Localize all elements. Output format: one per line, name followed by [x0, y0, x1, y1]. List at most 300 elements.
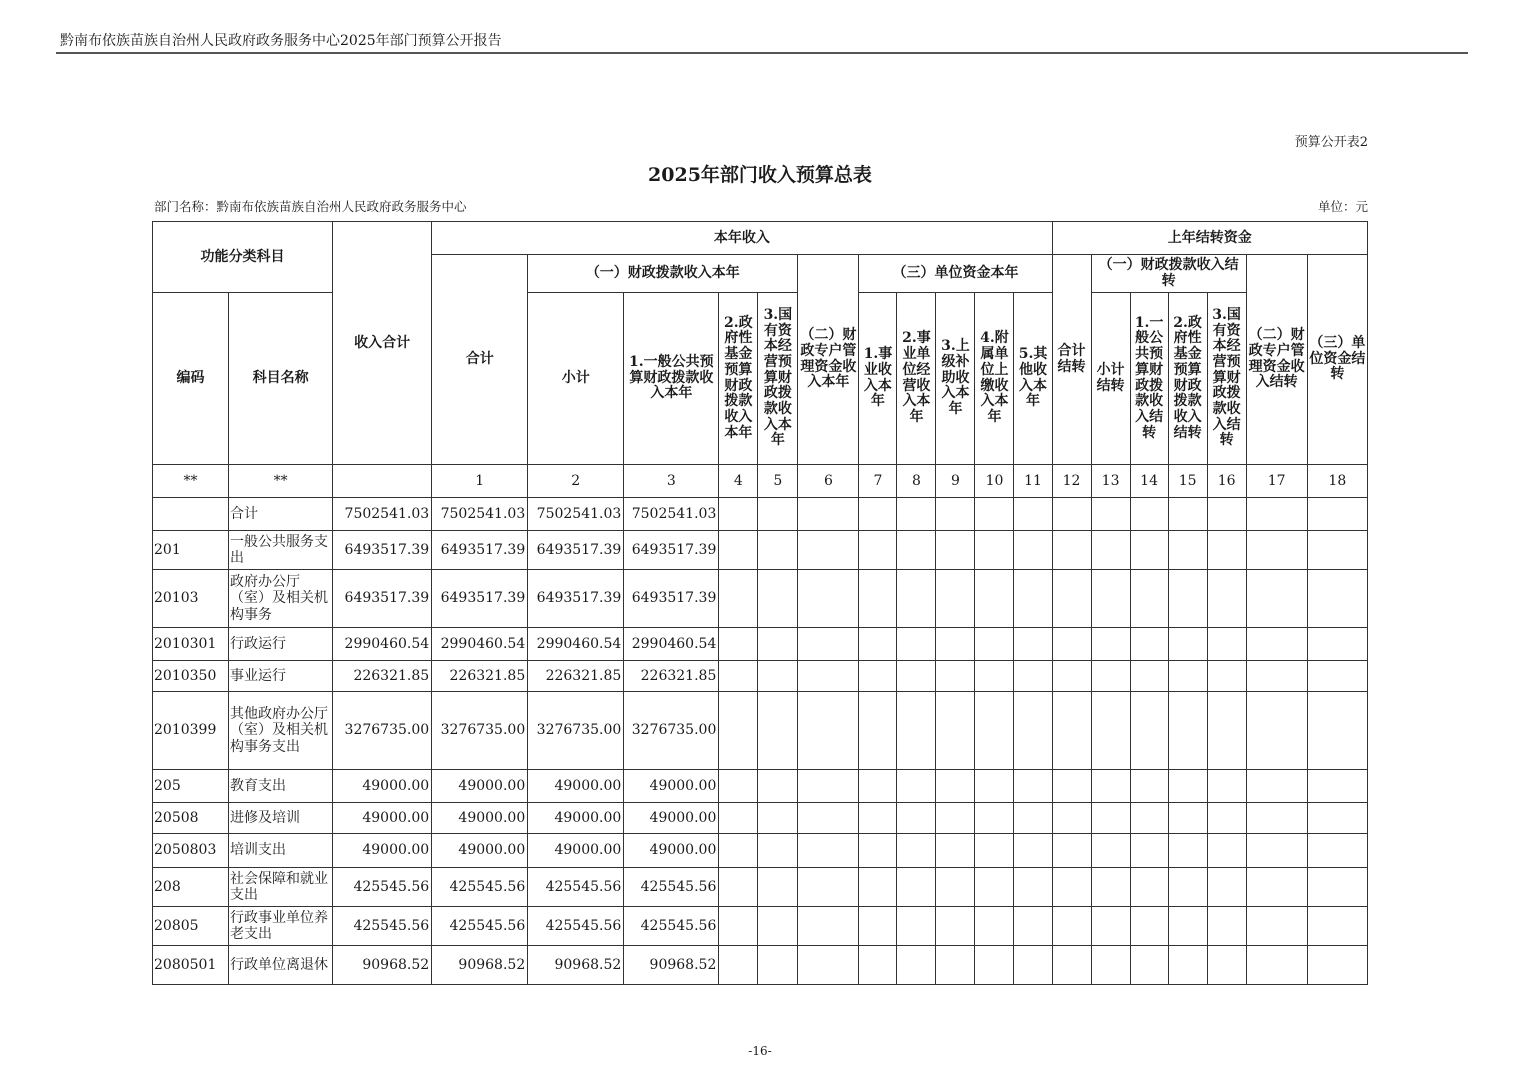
- cell-empty: [1246, 834, 1307, 868]
- cell-subtotal: 6493517.39: [528, 531, 624, 570]
- cell-empty: [1168, 803, 1207, 834]
- cell-empty: [1207, 531, 1246, 570]
- table-row: [153, 628, 1368, 661]
- cell-empty: [975, 770, 1014, 803]
- cell-empty: [897, 531, 936, 570]
- cell-total: 49000.00: [432, 834, 528, 868]
- cell-subtotal: 49000.00: [528, 770, 624, 803]
- cell-empty: [975, 946, 1014, 985]
- cell-empty: [1091, 770, 1130, 803]
- cell-empty: [719, 661, 758, 692]
- cell-empty: [1207, 834, 1246, 868]
- cell-empty: [1168, 907, 1207, 946]
- header-total: 合计: [432, 255, 528, 465]
- cell-empty: [1207, 946, 1246, 985]
- cell-empty: [719, 770, 758, 803]
- index-cell: 15: [1168, 465, 1207, 498]
- cell-empty: [1168, 868, 1207, 907]
- index-row: [153, 465, 1368, 498]
- cell-empty: [1130, 834, 1168, 868]
- cell-empty: [1014, 628, 1052, 661]
- cell-empty: [897, 770, 936, 803]
- cell-empty: [798, 531, 859, 570]
- cell-empty: [1014, 770, 1052, 803]
- cell-empty: [1207, 907, 1246, 946]
- cell-income-total: 3276735.00: [333, 692, 432, 770]
- cell-general-public: 49000.00: [624, 834, 719, 868]
- cell-empty: [975, 907, 1014, 946]
- cell-total: 3276735.00: [432, 692, 528, 770]
- cell-empty: [1014, 498, 1052, 531]
- cell-empty: [1207, 628, 1246, 661]
- cell-empty: [936, 692, 975, 770]
- cell-empty: [1091, 834, 1130, 868]
- cell-general-public: 7502541.03: [624, 498, 719, 531]
- cell-empty: [1052, 498, 1091, 531]
- cell-empty: [936, 661, 975, 692]
- cell-income-total: 6493517.39: [333, 570, 432, 628]
- cell-empty: [1168, 770, 1207, 803]
- cell-empty: [1052, 770, 1091, 803]
- cell-empty: [1091, 946, 1130, 985]
- index-cell: [333, 465, 432, 498]
- table-row: [153, 907, 1368, 946]
- cell-total: 90968.52: [432, 946, 528, 985]
- index-cell: 4: [719, 465, 758, 498]
- cell-empty: [1207, 570, 1246, 628]
- cell-empty: [936, 834, 975, 868]
- cell-empty: [1014, 531, 1052, 570]
- cell-empty: [975, 570, 1014, 628]
- cell-empty: [798, 628, 859, 661]
- cell-code: 20103: [153, 570, 229, 628]
- cell-empty: [758, 628, 798, 661]
- cell-empty: [1168, 531, 1207, 570]
- index-cell: **: [229, 465, 333, 498]
- table-row: [153, 770, 1368, 803]
- cell-empty: [798, 692, 859, 770]
- cell-empty: [975, 868, 1014, 907]
- cell-empty: [1207, 692, 1246, 770]
- cell-subtotal: 425545.56: [528, 868, 624, 907]
- cell-empty: [1246, 628, 1307, 661]
- cell-general-public: 6493517.39: [624, 570, 719, 628]
- cell-empty: [798, 661, 859, 692]
- cell-empty: [1091, 498, 1130, 531]
- cell-total: 2990460.54: [432, 628, 528, 661]
- cell-empty: [936, 570, 975, 628]
- cell-code: 205: [153, 770, 229, 803]
- cell-empty: [897, 628, 936, 661]
- header-carry-gov-fund: 2.政府性基金预算财政拨款收入结转: [1168, 293, 1207, 465]
- cell-empty: [719, 907, 758, 946]
- cell-subject-name: 行政事业单位养老支出: [229, 907, 333, 946]
- cell-empty: [1307, 570, 1367, 628]
- cell-empty: [1052, 531, 1091, 570]
- header-business-income: 1.事业收入本年: [859, 293, 897, 465]
- header-subject-name: 科目名称: [229, 293, 333, 465]
- cell-income-total: 2990460.54: [333, 628, 432, 661]
- cell-empty: [1052, 570, 1091, 628]
- cell-total: 6493517.39: [432, 570, 528, 628]
- cell-empty: [1052, 946, 1091, 985]
- table-row: [153, 868, 1368, 907]
- index-cell: 6: [798, 465, 859, 498]
- cell-empty: [936, 803, 975, 834]
- cell-empty: [897, 692, 936, 770]
- cell-empty: [1168, 498, 1207, 531]
- cell-empty: [1246, 907, 1307, 946]
- index-cell: 12: [1052, 465, 1091, 498]
- cell-empty: [897, 907, 936, 946]
- cell-empty: [1246, 803, 1307, 834]
- header-fiscal-grant-carryover: （一）财政拨款收入结转: [1091, 255, 1246, 293]
- cell-empty: [1246, 570, 1307, 628]
- header-carry-total: 合计结转: [1052, 255, 1091, 465]
- cell-subject-name: 一般公共服务支出: [229, 531, 333, 570]
- cell-empty: [1130, 692, 1168, 770]
- cell-empty: [1130, 868, 1168, 907]
- cell-empty: [798, 946, 859, 985]
- cell-empty: [897, 570, 936, 628]
- cell-empty: [758, 770, 798, 803]
- cell-subtotal: 3276735.00: [528, 692, 624, 770]
- header-special-account: （二）财政专户管理资金收入本年: [798, 255, 859, 465]
- cell-empty: [758, 868, 798, 907]
- cell-empty: [1207, 498, 1246, 531]
- cell-empty: [1014, 946, 1052, 985]
- cell-general-public: 6493517.39: [624, 531, 719, 570]
- cell-empty: [1168, 946, 1207, 985]
- index-cell: 10: [975, 465, 1014, 498]
- cell-subtotal: 49000.00: [528, 834, 624, 868]
- cell-empty: [936, 498, 975, 531]
- cell-general-public: 49000.00: [624, 770, 719, 803]
- cell-empty: [1091, 531, 1130, 570]
- cell-empty: [1091, 907, 1130, 946]
- cell-subtotal: 6493517.39: [528, 570, 624, 628]
- cell-empty: [975, 803, 1014, 834]
- cell-empty: [1052, 661, 1091, 692]
- table-row: [153, 661, 1368, 692]
- cell-general-public: 3276735.00: [624, 692, 719, 770]
- cell-empty: [798, 570, 859, 628]
- cell-total: 226321.85: [432, 661, 528, 692]
- header-subtotal: 小计: [528, 293, 624, 465]
- cell-empty: [1246, 770, 1307, 803]
- header-superior-subsidy: 3.上级补助收入本年: [936, 293, 975, 465]
- cell-empty: [798, 834, 859, 868]
- header-carry-unit-funds: （三）单位资金结转: [1307, 255, 1367, 465]
- table-header: [153, 222, 1368, 498]
- index-cell: 11: [1014, 465, 1052, 498]
- cell-subject-name: 行政运行: [229, 628, 333, 661]
- cell-empty: [719, 868, 758, 907]
- cell-code: 2010399: [153, 692, 229, 770]
- cell-empty: [798, 803, 859, 834]
- header-unit-funds-current: （三）单位资金本年: [859, 255, 1052, 293]
- header-fiscal-grant-current: （一）财政拨款收入本年: [528, 255, 798, 293]
- cell-empty: [1014, 692, 1052, 770]
- cell-subtotal: 425545.56: [528, 907, 624, 946]
- index-cell: 5: [758, 465, 798, 498]
- cell-empty: [798, 868, 859, 907]
- cell-empty: [1246, 692, 1307, 770]
- cell-empty: [1307, 661, 1367, 692]
- cell-empty: [1130, 770, 1168, 803]
- header-gov-fund: 2.政府性基金预算财政拨款收入本年: [719, 293, 758, 465]
- cell-code: 2050803: [153, 834, 229, 868]
- cell-empty: [758, 498, 798, 531]
- cell-empty: [1091, 692, 1130, 770]
- cell-general-public: 2990460.54: [624, 628, 719, 661]
- cell-income-total: 6493517.39: [333, 531, 432, 570]
- cell-empty: [758, 946, 798, 985]
- cell-empty: [1091, 803, 1130, 834]
- cell-empty: [719, 803, 758, 834]
- cell-empty: [897, 834, 936, 868]
- cell-empty: [975, 498, 1014, 531]
- cell-empty: [1307, 868, 1367, 907]
- cell-empty: [719, 834, 758, 868]
- cell-empty: [1052, 868, 1091, 907]
- cell-subject-name: 其他政府办公厅（室）及相关机构事务支出: [229, 692, 333, 770]
- cell-empty: [859, 803, 897, 834]
- cell-empty: [1130, 803, 1168, 834]
- cell-code: 2080501: [153, 946, 229, 985]
- index-cell: 18: [1307, 465, 1367, 498]
- form-id: 预算公开表2: [1294, 135, 1368, 150]
- cell-general-public: 425545.56: [624, 907, 719, 946]
- cell-empty: [719, 628, 758, 661]
- cell-empty: [1130, 498, 1168, 531]
- cell-empty: [936, 946, 975, 985]
- cell-empty: [975, 661, 1014, 692]
- cell-empty: [1168, 692, 1207, 770]
- cell-income-total: 226321.85: [333, 661, 432, 692]
- cell-income-total: 49000.00: [333, 803, 432, 834]
- cell-empty: [1052, 628, 1091, 661]
- cell-empty: [1307, 628, 1367, 661]
- table-row: [153, 570, 1368, 628]
- cell-empty: [936, 628, 975, 661]
- cell-empty: [975, 628, 1014, 661]
- table-row: [153, 498, 1368, 531]
- index-cell: 2: [528, 465, 624, 498]
- cell-subject-name: 社会保障和就业支出: [229, 868, 333, 907]
- cell-empty: [859, 570, 897, 628]
- cell-empty: [719, 570, 758, 628]
- cell-total: 7502541.03: [432, 498, 528, 531]
- header-affiliated-payment: 4.附属单位上缴收入本年: [975, 293, 1014, 465]
- cell-empty: [758, 834, 798, 868]
- cell-empty: [1052, 907, 1091, 946]
- header-operating-income: 2.事业单位经营收入本年: [897, 293, 936, 465]
- cell-empty: [1130, 661, 1168, 692]
- cell-empty: [1307, 692, 1367, 770]
- page-number: -16-: [748, 1044, 772, 1058]
- index-cell: 17: [1246, 465, 1307, 498]
- cell-empty: [1052, 834, 1091, 868]
- cell-empty: [859, 868, 897, 907]
- cell-empty: [719, 531, 758, 570]
- cell-code: 2010301: [153, 628, 229, 661]
- cell-empty: [936, 531, 975, 570]
- cell-code: 201: [153, 531, 229, 570]
- income-budget-table: [152, 221, 1368, 985]
- cell-empty: [1130, 531, 1168, 570]
- cell-empty: [1246, 868, 1307, 907]
- cell-total: 6493517.39: [432, 531, 528, 570]
- cell-empty: [975, 692, 1014, 770]
- cell-empty: [1130, 570, 1168, 628]
- cell-empty: [1014, 570, 1052, 628]
- header-current-year-income: 本年收入: [432, 222, 1052, 255]
- cell-subject-name: 行政单位离退休: [229, 946, 333, 985]
- cell-empty: [1307, 770, 1367, 803]
- table-body: [153, 498, 1368, 985]
- cell-subject-name: 培训支出: [229, 834, 333, 868]
- cell-general-public: 226321.85: [624, 661, 719, 692]
- cell-empty: [798, 498, 859, 531]
- cell-empty: [1091, 661, 1130, 692]
- cell-empty: [1014, 868, 1052, 907]
- cell-empty: [1168, 570, 1207, 628]
- cell-code: 20508: [153, 803, 229, 834]
- cell-empty: [798, 907, 859, 946]
- cell-subtotal: 2990460.54: [528, 628, 624, 661]
- cell-empty: [758, 803, 798, 834]
- cell-empty: [1052, 803, 1091, 834]
- cell-empty: [859, 498, 897, 531]
- index-cell: **: [153, 465, 229, 498]
- cell-empty: [1091, 570, 1130, 628]
- cell-code: 2010350: [153, 661, 229, 692]
- table-row: [153, 692, 1368, 770]
- index-cell: 3: [624, 465, 719, 498]
- cell-empty: [1307, 907, 1367, 946]
- cell-empty: [758, 907, 798, 946]
- header-carry-general: 1.一般公共预算财政拨款收入结转: [1130, 293, 1168, 465]
- cell-empty: [1014, 803, 1052, 834]
- cell-empty: [1091, 628, 1130, 661]
- table-row: [153, 803, 1368, 834]
- header-carry-special-account: （二）财政专户管理资金收入结转: [1246, 255, 1307, 465]
- table-row: [153, 531, 1368, 570]
- cell-income-total: 425545.56: [333, 868, 432, 907]
- cell-empty: [1014, 907, 1052, 946]
- cell-empty: [719, 946, 758, 985]
- cell-subject-name: 事业运行: [229, 661, 333, 692]
- index-cell: 9: [936, 465, 975, 498]
- cell-empty: [1091, 868, 1130, 907]
- cell-empty: [897, 803, 936, 834]
- cell-empty: [1207, 803, 1246, 834]
- header-carry-state-capital: 3.国有资本经营预算财政拨款收入结转: [1207, 293, 1246, 465]
- cell-empty: [1168, 628, 1207, 661]
- header-prev-year-carryover: 上年结转资金: [1052, 222, 1367, 255]
- header-func-category: 功能分类科目: [153, 222, 333, 293]
- cell-empty: [719, 692, 758, 770]
- cell-subtotal: 7502541.03: [528, 498, 624, 531]
- cell-empty: [936, 868, 975, 907]
- index-cell: 16: [1207, 465, 1246, 498]
- cell-income-total: 49000.00: [333, 770, 432, 803]
- cell-empty: [1130, 628, 1168, 661]
- header-other-income: 5.其他收入本年: [1014, 293, 1052, 465]
- unit-label: 单位：元: [1317, 199, 1368, 214]
- cell-empty: [1207, 661, 1246, 692]
- cell-subtotal: 90968.52: [528, 946, 624, 985]
- header-divider: [56, 52, 1468, 54]
- department-label: 部门名称：黔南布依族苗族自治州人民政府政务服务中心: [154, 199, 467, 214]
- index-cell: 14: [1130, 465, 1168, 498]
- cell-empty: [859, 946, 897, 985]
- header-state-capital: 3.国有资本经营预算财政拨款收入本年: [758, 293, 798, 465]
- cell-empty: [1168, 834, 1207, 868]
- cell-subject-name: 合计: [229, 498, 333, 531]
- table-row: [153, 834, 1368, 868]
- cell-empty: [1014, 661, 1052, 692]
- cell-subject-name: 进修及培训: [229, 803, 333, 834]
- cell-empty: [1168, 661, 1207, 692]
- header-general-public: 1.一般公共预算财政拨款收入本年: [624, 293, 719, 465]
- cell-empty: [859, 661, 897, 692]
- cell-empty: [859, 531, 897, 570]
- cell-empty: [859, 907, 897, 946]
- header-income-total: 收入合计: [333, 222, 432, 465]
- cell-empty: [1307, 498, 1367, 531]
- cell-empty: [1014, 834, 1052, 868]
- cell-empty: [1307, 531, 1367, 570]
- index-cell: 8: [897, 465, 936, 498]
- cell-empty: [719, 498, 758, 531]
- cell-subject-name: 政府办公厅（室）及相关机构事务: [229, 570, 333, 628]
- cell-empty: [897, 661, 936, 692]
- cell-empty: [859, 628, 897, 661]
- cell-empty: [1307, 834, 1367, 868]
- cell-empty: [1246, 946, 1307, 985]
- cell-income-total: 90968.52: [333, 946, 432, 985]
- cell-empty: [936, 770, 975, 803]
- cell-empty: [975, 834, 1014, 868]
- cell-empty: [897, 498, 936, 531]
- cell-general-public: 49000.00: [624, 803, 719, 834]
- cell-subject-name: 教育支出: [229, 770, 333, 803]
- cell-total: 425545.56: [432, 907, 528, 946]
- cell-empty: [1052, 692, 1091, 770]
- cell-empty: [859, 692, 897, 770]
- cell-code: [153, 498, 229, 531]
- cell-empty: [798, 770, 859, 803]
- index-cell: 13: [1091, 465, 1130, 498]
- table-row: [153, 946, 1368, 985]
- index-cell: 7: [859, 465, 897, 498]
- cell-subtotal: 226321.85: [528, 661, 624, 692]
- cell-income-total: 7502541.03: [333, 498, 432, 531]
- cell-empty: [975, 531, 1014, 570]
- cell-empty: [1207, 770, 1246, 803]
- cell-total: 425545.56: [432, 868, 528, 907]
- cell-general-public: 90968.52: [624, 946, 719, 985]
- cell-income-total: 49000.00: [333, 834, 432, 868]
- cell-empty: [758, 531, 798, 570]
- cell-empty: [1207, 868, 1246, 907]
- cell-empty: [1130, 946, 1168, 985]
- cell-total: 49000.00: [432, 803, 528, 834]
- cell-empty: [1246, 531, 1307, 570]
- cell-total: 49000.00: [432, 770, 528, 803]
